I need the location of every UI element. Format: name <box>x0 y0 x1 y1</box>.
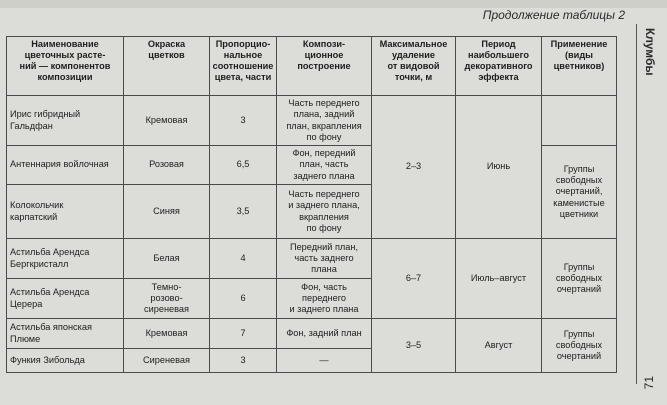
flower-color-cell: Кремовая <box>124 319 210 349</box>
table-row <box>7 239 617 279</box>
decorative-period-cell: Август <box>456 319 542 373</box>
table-row <box>7 96 617 146</box>
composition-cell: Часть переднего плана, задний план, вкрапления по фону <box>277 96 372 146</box>
page-number: 71 <box>642 375 656 389</box>
composition-cell: Часть переднего и заднего плана, вкрапления по фону <box>277 185 372 239</box>
plant-composition-table <box>6 36 617 373</box>
section-side-label: Клумбы <box>643 28 657 76</box>
color-ratio-cell: 4 <box>210 239 277 279</box>
flower-color-cell: Кремовая <box>124 96 210 146</box>
color-ratio-cell: 3 <box>210 349 277 373</box>
application-cell: Группы свободных очертаний, каменистые цветники <box>542 146 617 239</box>
plant-name-cell: Астильба японская Плюме <box>7 319 124 349</box>
application-cell: Группы свободных очертаний <box>542 319 617 373</box>
header-color-ratio: Пропорцио- нальное соотношение цвета, части <box>210 37 277 96</box>
header-plant-name: Наименование цветочных расте- ний — компонентов композиции <box>7 37 124 96</box>
color-ratio-cell: 7 <box>210 319 277 349</box>
composition-cell: Фон, передний план, часть заднего плана <box>277 146 372 185</box>
color-ratio-cell: 6 <box>210 279 277 319</box>
composition-cell: Фон, задний план <box>277 319 372 349</box>
max-distance-cell: 2–3 <box>372 96 456 239</box>
flower-color-cell: Синяя <box>124 185 210 239</box>
composition-cell: Фон, часть переднего и заднего плана <box>277 279 372 319</box>
side-rule-divider <box>636 24 637 384</box>
header-application: Применение (виды цветников) <box>542 37 617 96</box>
plant-name-cell: Астильба Арендса Церера <box>7 279 124 319</box>
table-row <box>7 319 617 349</box>
max-distance-cell: 3–5 <box>372 319 456 373</box>
composition-cell: Передний план, часть заднего плана <box>277 239 372 279</box>
header-composition: Компози- ционное построение <box>277 37 372 96</box>
plant-name-cell: Колокольчик карпатский <box>7 185 124 239</box>
header-flower-color: Окраска цветков <box>124 37 210 96</box>
plant-name-cell: Ирис гибридный Гальдфан <box>7 96 124 146</box>
flower-color-cell: Розовая <box>124 146 210 185</box>
decorative-period-cell: Июль–август <box>456 239 542 319</box>
application-cell: Группы свободных очертаний <box>542 239 617 319</box>
color-ratio-cell: 6,5 <box>210 146 277 185</box>
flower-color-cell: Темно- розово- сиреневая <box>124 279 210 319</box>
flower-color-cell: Сиреневая <box>124 349 210 373</box>
plant-name-cell: Астильба Арендса Бергкристалл <box>7 239 124 279</box>
plant-name-cell: Антеннария войлочная <box>7 146 124 185</box>
header-decorative-period: Период наибольшего декоративного эффекта <box>456 37 542 96</box>
flower-color-cell: Белая <box>124 239 210 279</box>
page-top-strip <box>0 0 667 8</box>
table-header-row <box>7 37 617 96</box>
header-max-distance: Максимальное удаление от видовой точки, м <box>372 37 456 96</box>
plant-name-cell: Функия Зибольда <box>7 349 124 373</box>
decorative-period-cell: Июнь <box>456 96 542 239</box>
color-ratio-cell: 3,5 <box>210 185 277 239</box>
application-cell-empty <box>542 96 617 146</box>
composition-cell: — <box>277 349 372 373</box>
table-continuation-caption: Продолжение таблицы 2 <box>482 8 625 22</box>
color-ratio-cell: 3 <box>210 96 277 146</box>
max-distance-cell: 6–7 <box>372 239 456 319</box>
